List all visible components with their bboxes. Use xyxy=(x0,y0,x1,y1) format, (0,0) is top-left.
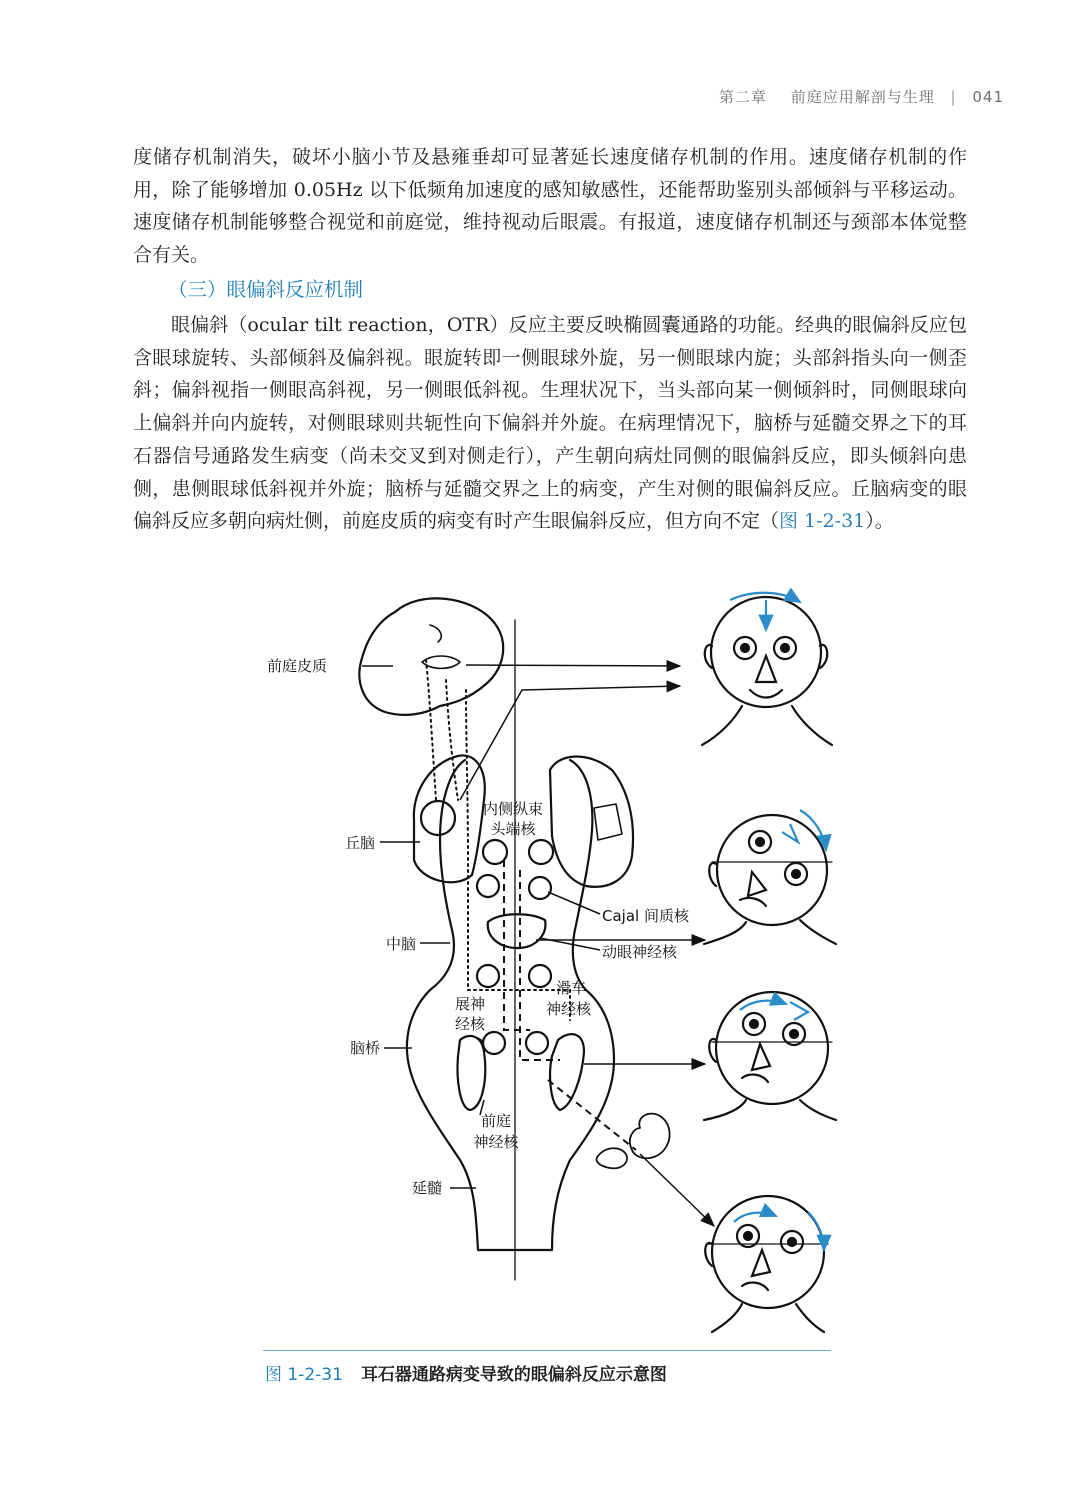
cajal-nucleus-left xyxy=(477,875,499,897)
caption-title: 耳石器通路病变导致的眼偏斜反应示意图 xyxy=(360,1365,667,1385)
paragraph-2-body: 眼偏斜（ocular tilt reaction，OTR）反应主要反映椭圆囊通路的功能。经典的眼偏斜反应包含眼球旋转、头部倾斜及偏斜视。眼旋转即一侧眼球外旋，另一侧眼球内旋；头部斜指头向一侧歪斜；偏斜视指一侧眼高斜视，另一侧眼低斜视。生理状况下，当头部向某一侧倾斜时，同侧眼球向上偏斜并向内旋转，对侧眼球则共轭性向下偏斜并外旋。在病理情况下，脑桥与延髓交界之下的耳石器信号通路发生病变（尚未交叉到对侧走行），产生朝向病灶同侧的眼偏斜反应，即头倾斜向患侧，患侧眼球低斜视并外旋；脑桥与延髓交界之上的病变，产生对侧的眼偏斜反应。丘脑病变的眼偏斜反应多朝向病灶侧，前庭皮质的病变有时产生眼偏斜反应，但方向不定（ xyxy=(133,314,967,533)
face-tilt-3 xyxy=(705,1196,828,1332)
face-tilt-2 xyxy=(704,992,836,1120)
otolith-saccule xyxy=(597,1148,628,1168)
section-heading: （三）眼偏斜反应机制 xyxy=(168,278,364,301)
section-label: 前庭应用解剖与生理 xyxy=(790,88,935,106)
cortex-inner-structure xyxy=(422,656,460,668)
label-mlf-line-2: 头端核 xyxy=(490,820,536,838)
label-abducens-line-1: 展神 xyxy=(454,995,486,1013)
label-pons: 脑桥 xyxy=(350,1039,381,1057)
label-vestibular-line-2: 神经核 xyxy=(473,1133,519,1151)
cortex-sulcus xyxy=(430,625,441,642)
label-vestibular-line-1: 前庭 xyxy=(480,1112,512,1130)
paragraph-2-end: ）。 xyxy=(865,510,894,533)
face-neutral-arrows xyxy=(730,593,800,630)
label-mlf-line-1: 内侧纵束 xyxy=(482,800,544,818)
thalamus-right-nucleus xyxy=(594,804,622,840)
chapter-label: 第二章 xyxy=(718,88,767,106)
face-tilt-1 xyxy=(704,815,836,944)
label-trochlear-line-1: 滑车 xyxy=(556,979,587,997)
cajal-nucleus-right xyxy=(529,877,551,899)
page-number: 041 xyxy=(972,88,1004,106)
label-thalamus: 丘脑 xyxy=(345,834,376,852)
label-midbrain: 中脑 xyxy=(386,935,417,953)
abducens-nucleus-right xyxy=(526,1032,548,1054)
separator: | xyxy=(950,88,957,106)
label-cajal: Cajal 间质核 xyxy=(602,907,689,925)
abducens-nucleus-left xyxy=(483,1032,505,1054)
vestibular-nucleus-left xyxy=(458,1036,486,1110)
trochlear-nucleus-right xyxy=(529,965,551,987)
vestibular-nucleus-right xyxy=(550,1034,584,1110)
figure-reference-link[interactable]: 图 1-2-31 xyxy=(779,510,866,533)
otolith-utricle xyxy=(630,1114,670,1159)
label-cortex: 前庭皮质 xyxy=(267,657,328,675)
face-tilt-2-arrows xyxy=(740,1001,808,1020)
caption-rule xyxy=(263,1350,831,1351)
label-abducens-line-2: 经核 xyxy=(454,1015,486,1033)
thalamus-left-nucleus xyxy=(421,801,455,835)
label-oculomotor: 动眼神经核 xyxy=(602,943,678,961)
label-trochlear-line-2: 神经核 xyxy=(546,1000,592,1018)
mlf-rostral-nucleus-right xyxy=(529,840,553,864)
paragraph-1-text: 度储存机制消失，破坏小脑小节及悬雍垂却可显著延长速度储存机制的作用。速度储存机制的作用，除了能够增加 0.05Hz 以下低频角加速度的感知敏感性，还能帮助鉴别头部倾斜与平移运动。速度储存机制能够整合视觉和前庭觉，维持视动后眼震。有报道，速度储存机制还与颈部本体觉整合有关。 xyxy=(133,146,967,267)
figure-caption xyxy=(265,1360,667,1385)
oculomotor-nucleus xyxy=(488,914,546,948)
label-medulla: 延髓 xyxy=(412,1179,443,1197)
caption-number: 图 1-2-31 xyxy=(265,1365,343,1385)
trochlear-nucleus-left xyxy=(477,965,499,987)
